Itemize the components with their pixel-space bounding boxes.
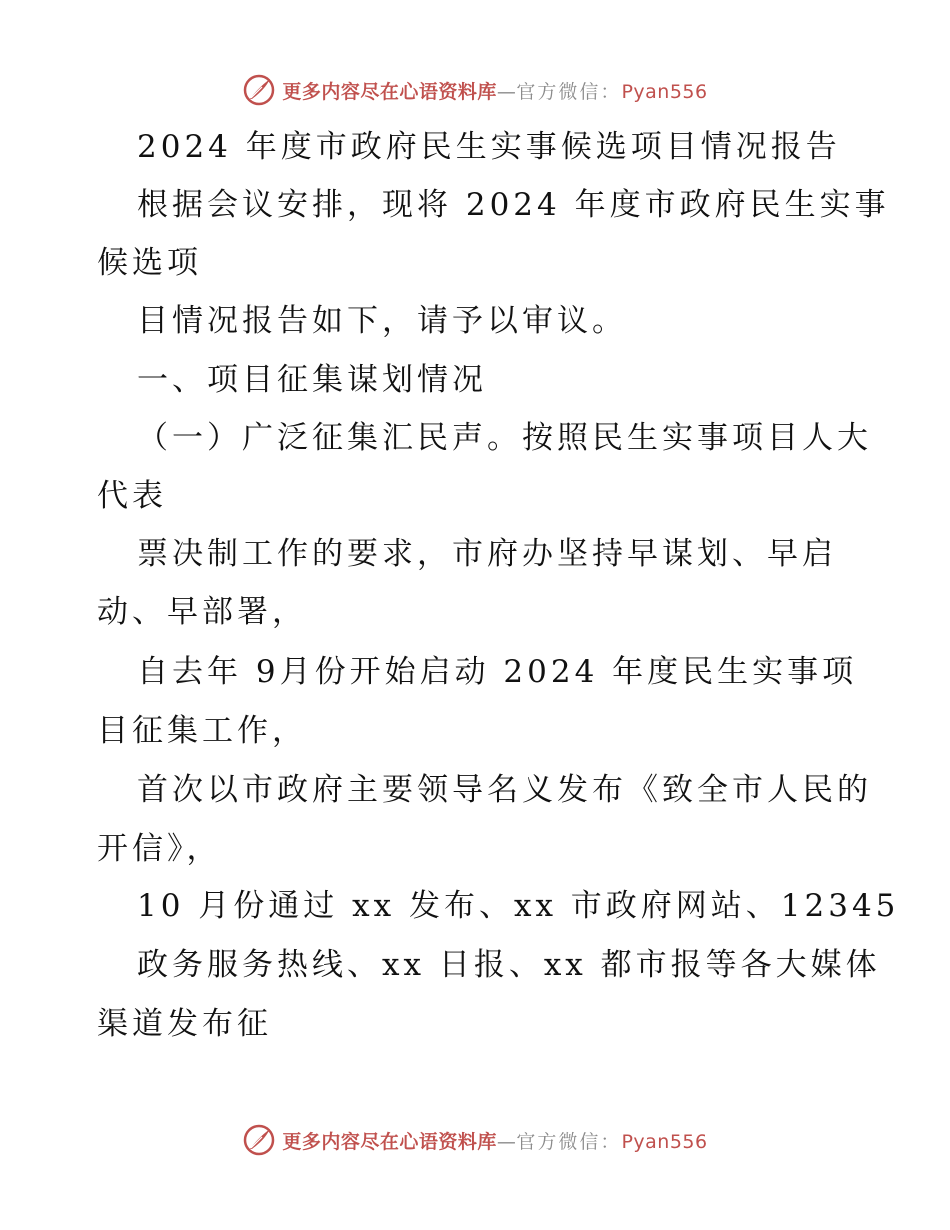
watermark-id: Pyan556: [621, 80, 708, 103]
footer-watermark: [0, 1120, 950, 1160]
document-title: 2024 年度市政府民生实事候选项目情况报告: [137, 129, 841, 165]
body-line: 渠道发布征: [97, 1006, 272, 1042]
body-line: 自去年 9月份开始启动 2024 年度民生实事项: [137, 654, 858, 690]
subsection-heading: （一）广泛征集汇民声。按照民生实事项目人大: [137, 420, 872, 456]
body-line: 目征集工作，: [97, 713, 307, 749]
body-line: 开信》，: [97, 831, 222, 867]
body-line: 动、早部署，: [97, 594, 307, 630]
section-heading: 一、项目征集谋划情况: [137, 362, 487, 398]
watermark-separator: —: [496, 1130, 517, 1153]
watermark-label: 官方微信：: [516, 1130, 622, 1153]
body-line: 代表: [97, 478, 167, 514]
watermark-main: 更多内容尽在心语资料库: [282, 80, 497, 103]
watermark-id: Pyan556: [621, 1130, 708, 1153]
body-line: 政务服务热线、xx 日报、xx 都市报等各大媒体: [137, 947, 881, 983]
body-line: 10 月份通过 xx 发布、xx 市政府网站、12345: [137, 888, 900, 924]
body-line: 候选项: [97, 245, 202, 281]
body-line: 目情况报告如下，请予以审议。: [137, 303, 627, 339]
watermark-label: 官方微信：: [516, 80, 622, 103]
body-line: 首次以市政府主要领导名义发布《致全市人民的: [137, 772, 872, 808]
body-line: 票决制工作的要求，市府办坚持早谋划、早启: [137, 536, 837, 572]
watermark-separator: —: [496, 80, 517, 103]
body-line: 根据会议安排，现将 2024 年度市政府民生实事: [137, 187, 890, 223]
feather-pen-seal-icon: [242, 1123, 276, 1157]
watermark-text: [282, 1127, 707, 1154]
watermark-main: 更多内容尽在心语资料库: [282, 1130, 497, 1153]
